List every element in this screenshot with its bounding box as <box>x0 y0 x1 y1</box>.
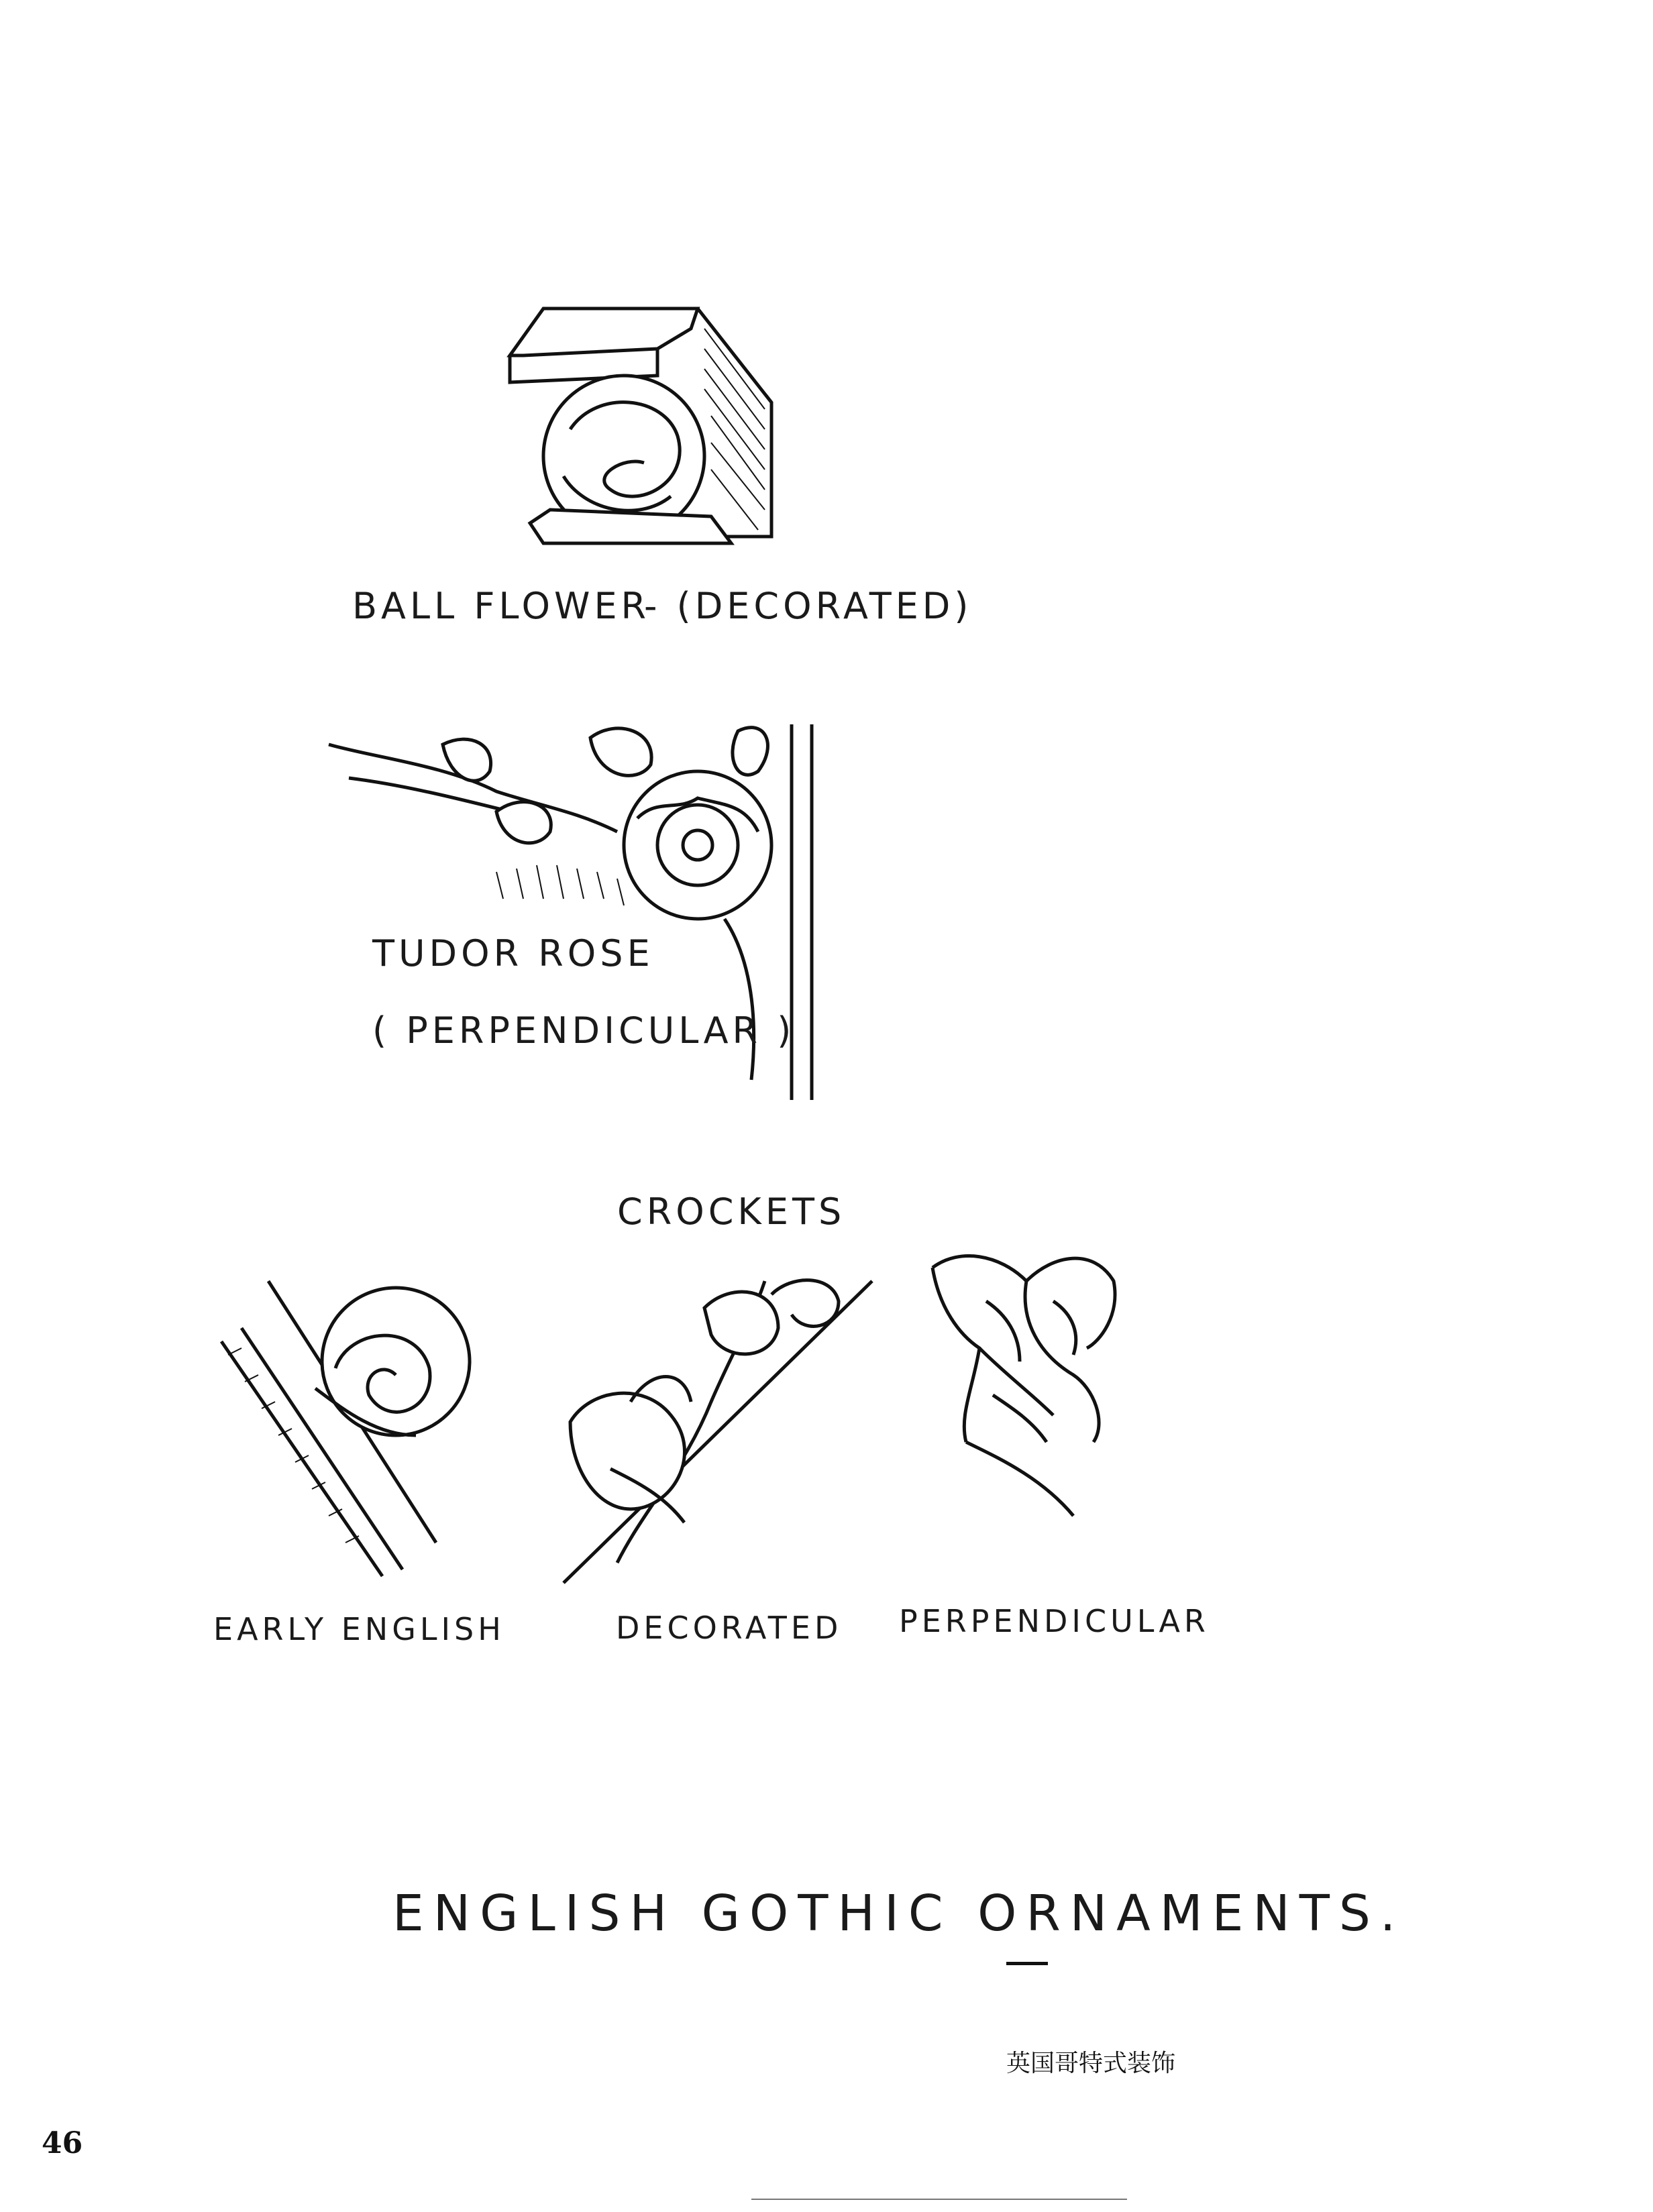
ball-flower-illustration <box>490 288 785 557</box>
tudor-rose-label: TUDOR ROSE <box>372 932 654 975</box>
early-english-crocket-illustration <box>215 1274 483 1583</box>
page-title: ENGLISH GOTHIC ORNAMENTS. <box>392 1885 1405 1942</box>
tudor-rose-style: ( PERPENDICULAR ) <box>372 1009 796 1052</box>
decorated-crocket-illustration <box>550 1268 879 1590</box>
perpendicular-crocket-illustration <box>919 1241 1134 1523</box>
title-underline <box>1006 1962 1048 1965</box>
crockets-heading: CROCKETS <box>617 1191 846 1233</box>
ball-flower-label: BALL FLOWER <box>352 585 651 627</box>
early-english-label: EARLY ENGLISH <box>213 1611 505 1647</box>
chinese-caption: 英国哥特式装饰 <box>1006 2050 1176 2077</box>
ball-flower-style: - (DECORATED) <box>644 585 973 627</box>
page-number: 46 <box>42 2126 83 2160</box>
decorated-label: DECORATED <box>616 1610 843 1646</box>
perpendicular-label: PERPENDICULAR <box>899 1603 1210 1639</box>
bottom-rule <box>751 2199 1127 2200</box>
